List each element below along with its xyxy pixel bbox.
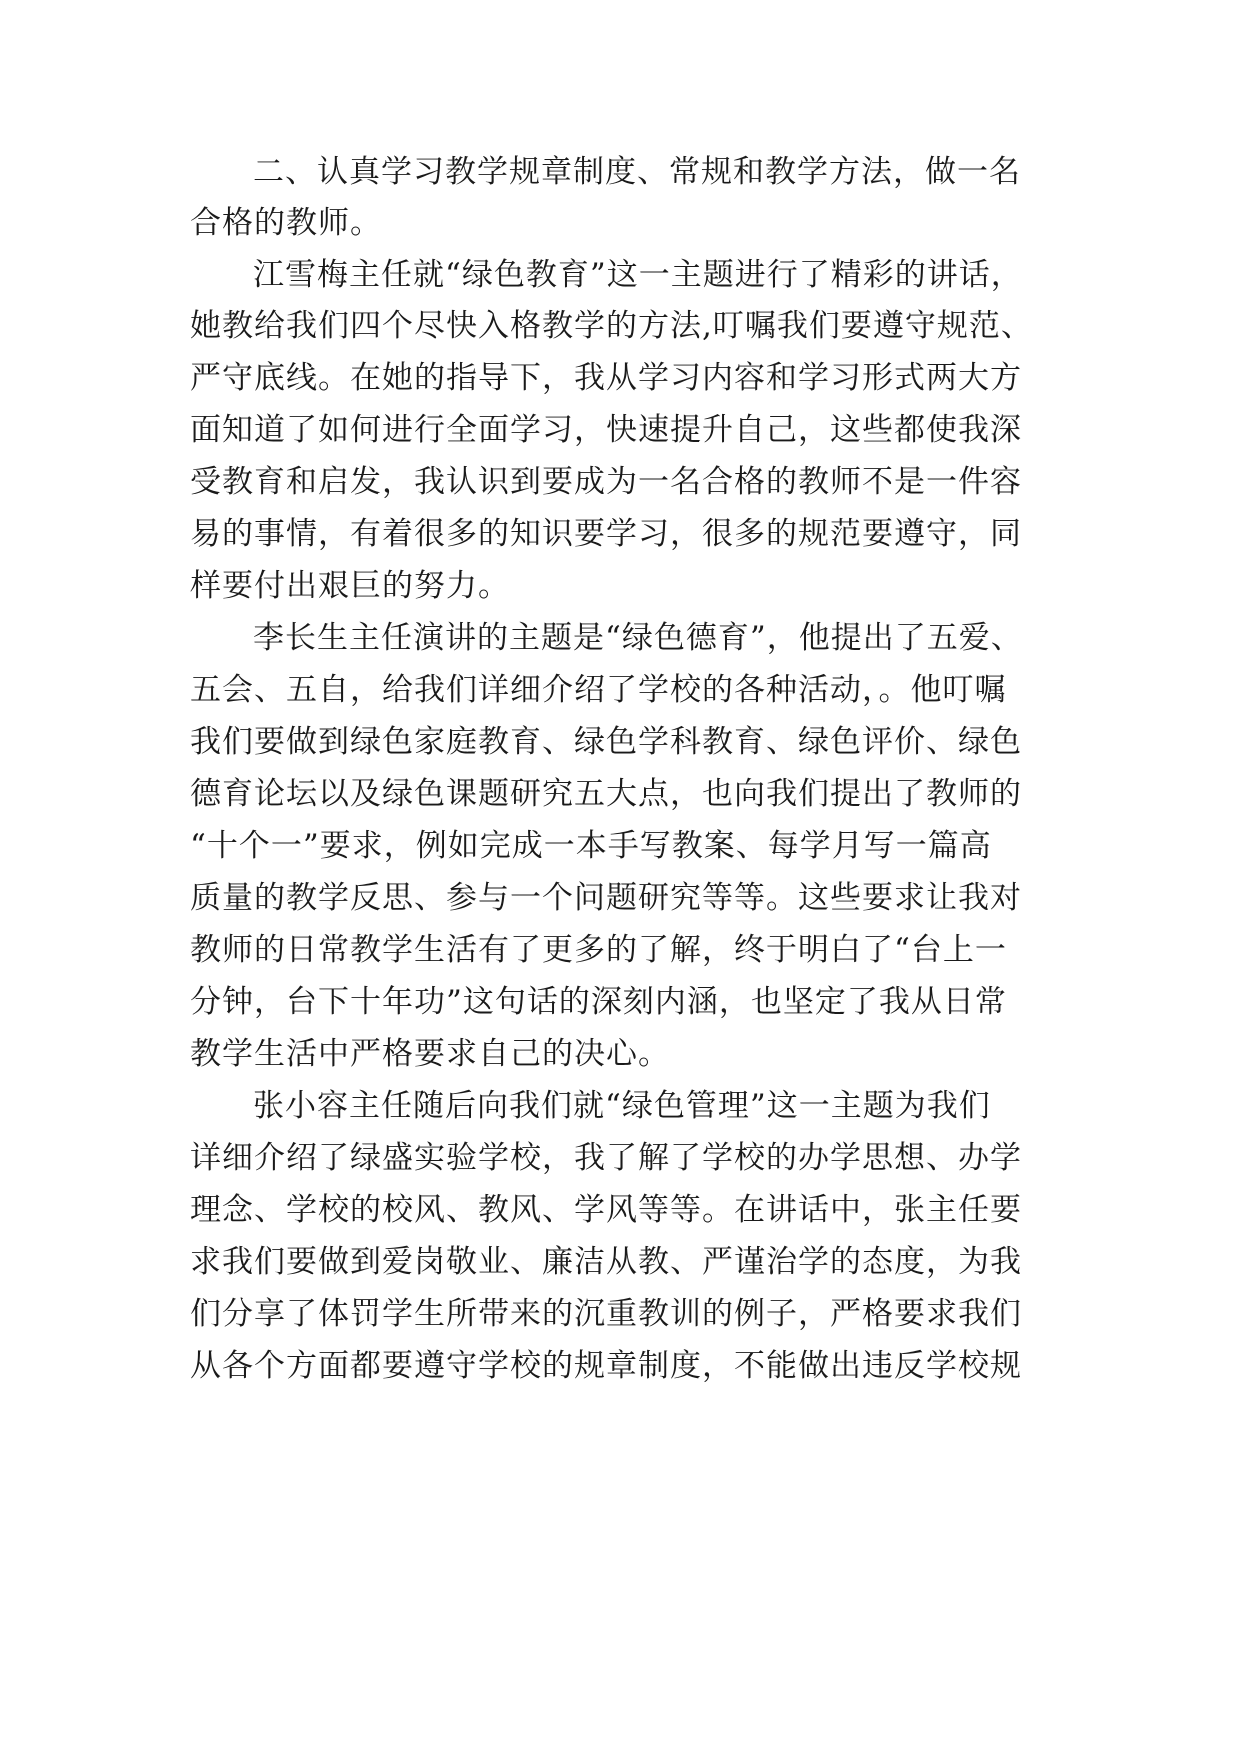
text-line: “十个一”要求，例如完成一本手写教案、每学月写一篇高 [190,828,992,864]
text-line: 易的事情，有着很多的知识要学习，很多的规范要遵守，同 [190,516,1022,552]
text-line: 她教给我们四个尽快入格教学的方法,叮嘱我们要遵守规范、 [190,308,1033,344]
text-line: 我们要做到绿色家庭教育、绿色学科教育、绿色评价、绿色 [190,724,1022,760]
text-line: 样要付出艰巨的努力。 [190,568,510,604]
text-line: 质量的教学反思、参与一个问题研究等等。这些要求让我对 [190,880,1022,916]
text-line: 德育论坛以及绿色课题研究五大点，也向我们提出了教师的 [190,776,1022,812]
text-line: 江雪梅主任就“绿色教育”这一主题进行了精彩的讲话， [253,257,1023,293]
text-line: 理念、学校的校风、教风、学风等等。在讲话中，张主任要 [190,1192,1022,1228]
text-line: 面知道了如何进行全面学习，快速提升自己，这些都使我深 [190,412,1022,448]
text-line: 们分享了体罚学生所带来的沉重教训的例子，严格要求我们 [190,1296,1022,1332]
text-line: 二、认真学习教学规章制度、常规和教学方法，做一名 [253,154,1021,190]
text-line: 张小容主任随后向我们就“绿色管理”这一主题为我们 [253,1088,991,1124]
text-line: 严守底线。在她的指导下，我从学习内容和学习形式两大方 [190,360,1022,396]
text-line: 分钟，台下十年功”这句话的深刻内涵，也坚定了我从日常 [190,984,1007,1020]
text-line: 求我们要做到爱岗敬业、廉洁从教、严谨治学的态度，为我 [190,1244,1022,1280]
text-line: 从各个方面都要遵守学校的规章制度，不能做出违反学校规 [190,1348,1022,1384]
text-line: 详细介绍了绿盛实验学校，我了解了学校的办学思想、办学 [190,1140,1022,1176]
text-line: 李长生主任演讲的主题是“绿色德育”，他提出了五爱、 [253,620,1023,656]
text-line: 教师的日常教学生活有了更多的了解，终于明白了“台上一 [190,932,1007,968]
text-line: 教学生活中严格要求自己的决心。 [190,1036,670,1072]
text-line: 五会、五自，给我们详细介绍了学校的各种活动，。他叮嘱 [190,672,1007,708]
text-line: 合格的教师。 [190,205,382,241]
text-line: 受教育和启发，我认识到要成为一名合格的教师不是一件容 [190,464,1022,500]
